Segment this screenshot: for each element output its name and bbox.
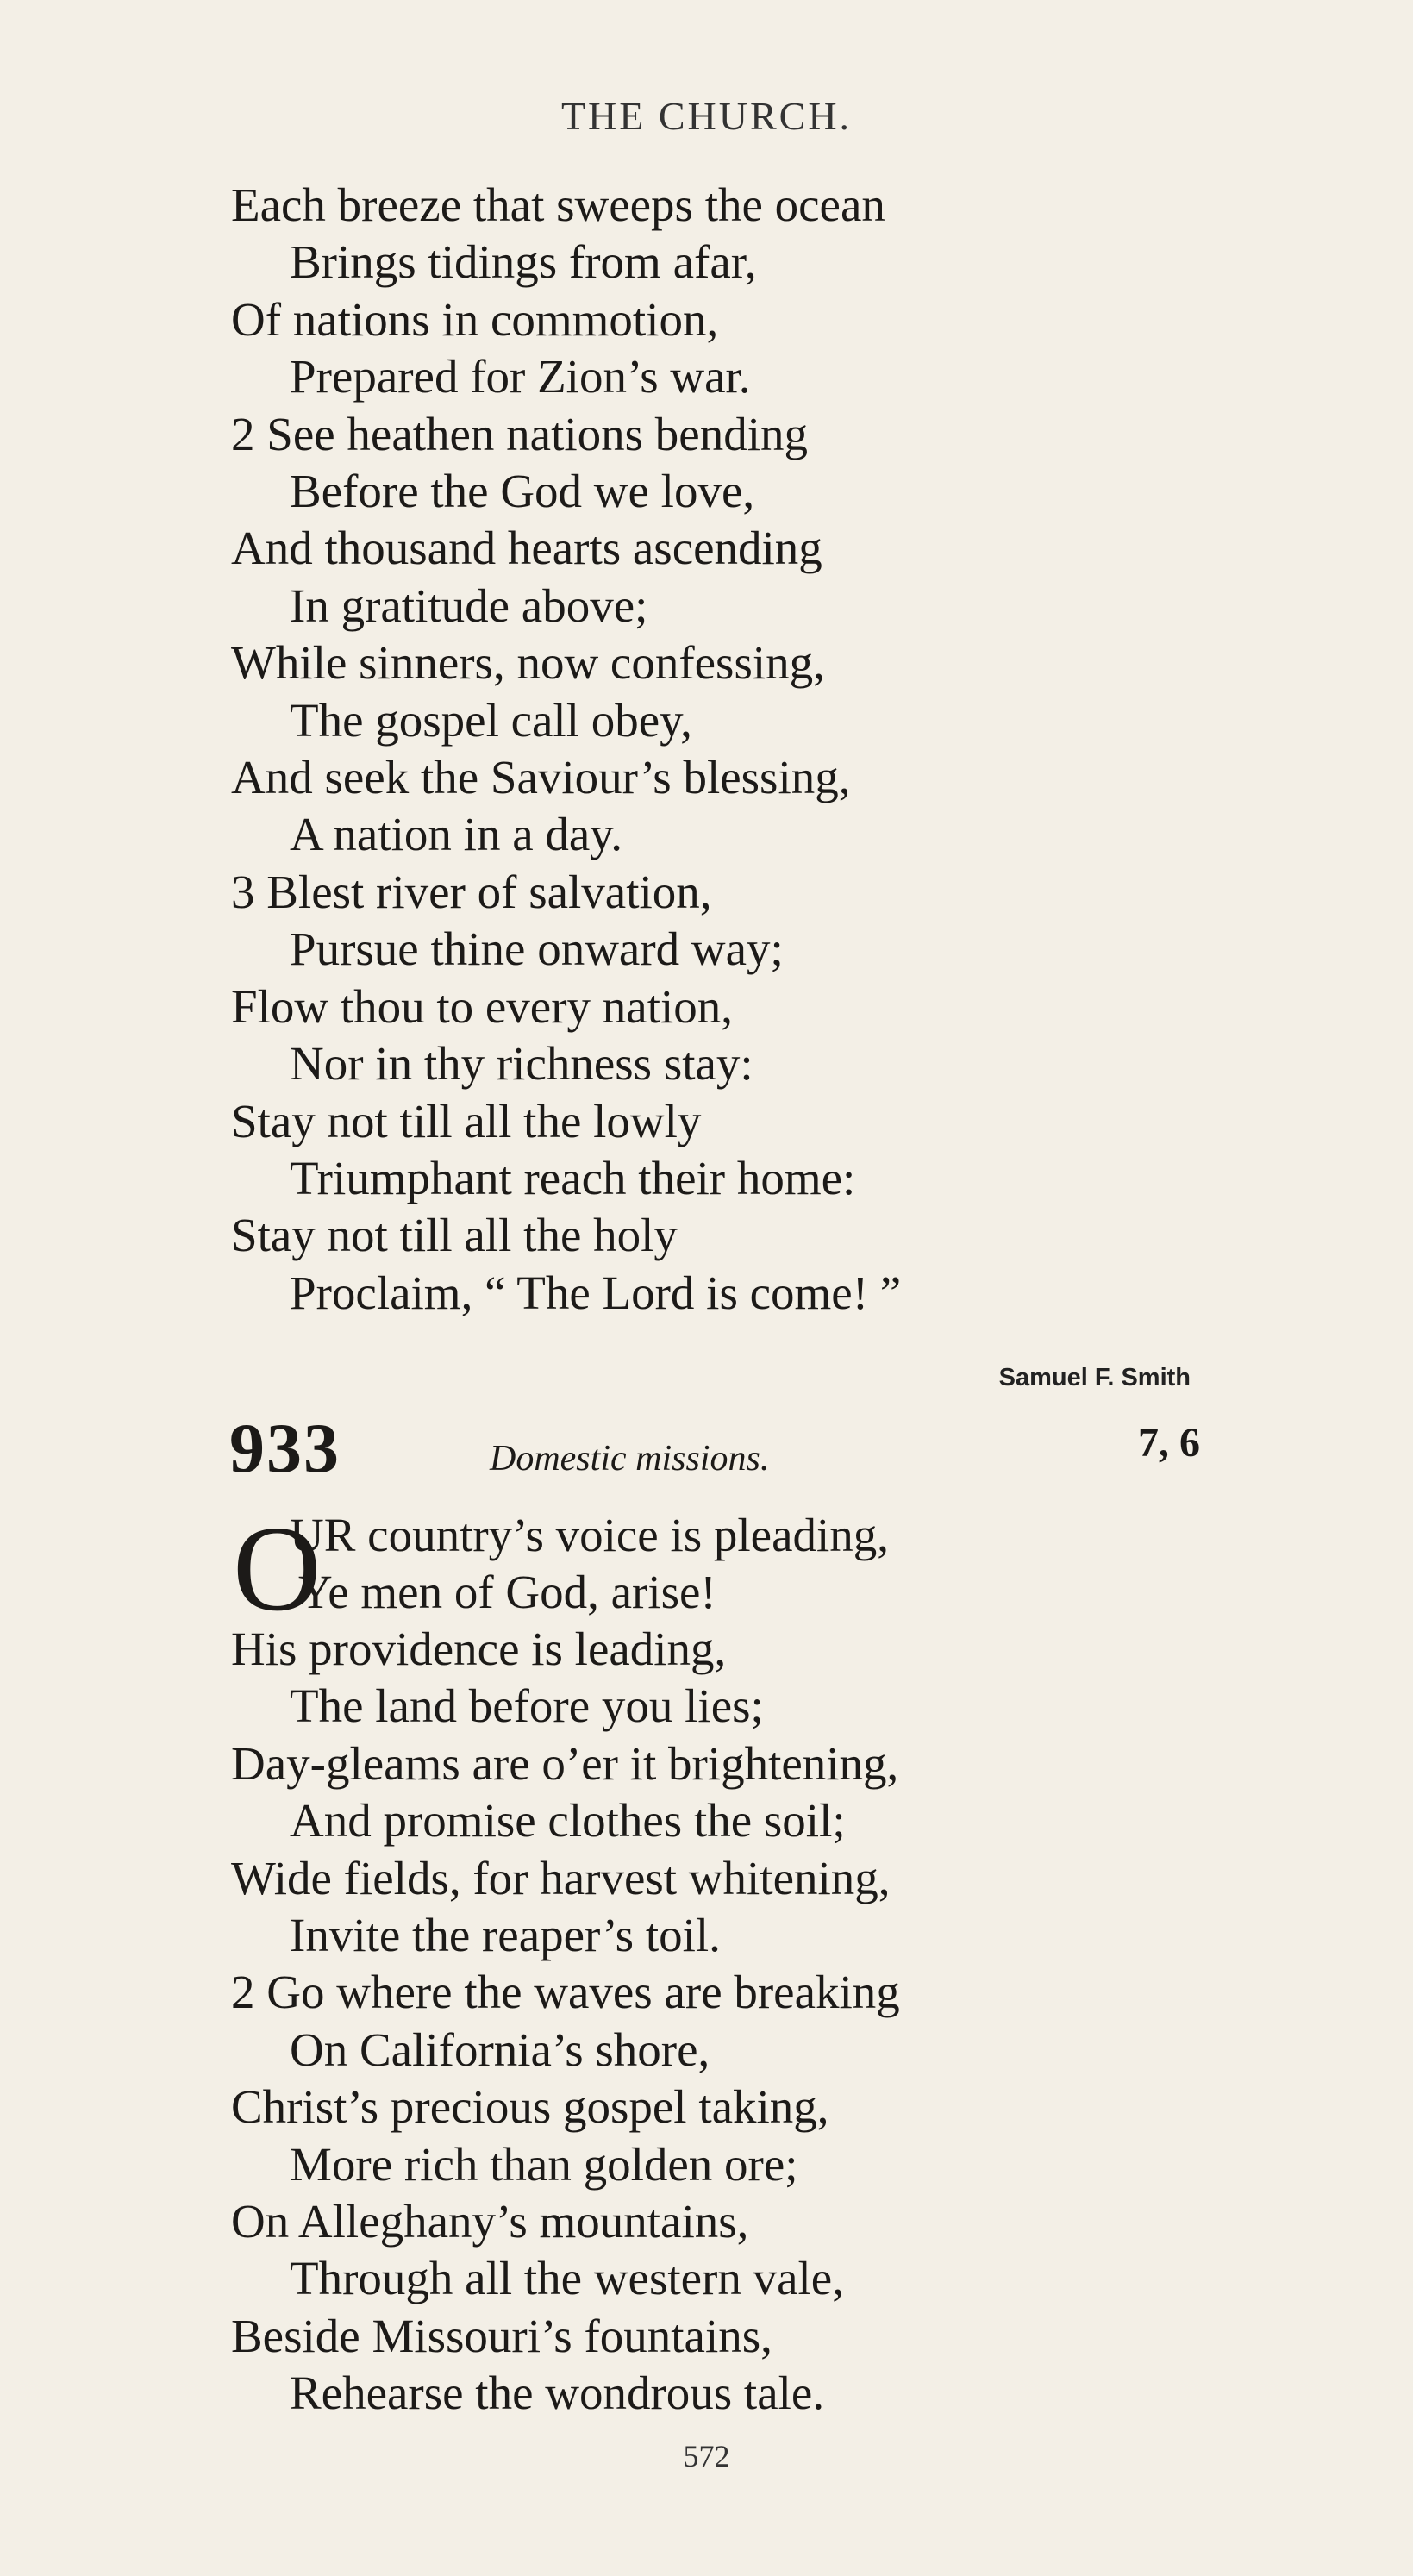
verse-line: Flow thou to every nation, — [231, 979, 734, 1033]
verse-line: Before the God we love, — [290, 465, 755, 518]
verse-line: Prepared for Zion’s war. — [290, 350, 751, 403]
running-head: THE CHURCH. — [560, 94, 853, 138]
verse-line: Rehearse the wondrous tale. — [290, 2367, 825, 2420]
verse-line: 2 See heathen nations bending — [231, 407, 808, 460]
hymn-meter: 7, 6 — [1138, 1420, 1200, 1466]
verse-line: Each breeze that sweeps the ocean — [231, 178, 885, 231]
verse-line: Of nations in commotion, — [231, 292, 719, 346]
verse-line: 3 Blest river of salvation, — [231, 865, 712, 918]
verse-line: On California’s shore, — [290, 2023, 710, 2076]
verse-line: The land before you lies; — [290, 1679, 764, 1733]
author-attribution: Samuel F. Smith — [998, 1364, 1191, 1391]
verse-line: Beside Missouri’s fountains, — [231, 2309, 772, 2362]
verse-line: More rich than golden ore; — [290, 2137, 798, 2191]
verse-line: Nor in thy richness stay: — [290, 1037, 753, 1091]
verse-line: Through all the western vale, — [290, 2252, 844, 2305]
verse-line: In gratitude above; — [290, 578, 648, 632]
verse-line: Invite the reaper’s toil. — [290, 1909, 721, 1962]
hymn-933-verses — [231, 1621, 1205, 2423]
verse-line: The gospel call obey, — [290, 693, 692, 747]
verse-line: And promise clothes the soil; — [290, 1794, 846, 1848]
verse-line: Pursue thine onward way; — [290, 922, 784, 976]
hymn-header — [229, 1409, 1200, 1487]
verse-line: 2 Go where the waves are breaking — [231, 1966, 900, 2019]
hymn-932-verses — [231, 177, 1205, 1322]
verse-line: Stay not till all the lowly — [231, 1094, 702, 1147]
verse-line: Proclaim, “ The Lord is come! ” — [290, 1266, 902, 1319]
verse-line: Christ’s precious gospel taking, — [231, 2080, 829, 2134]
hymn-title: Domestic missions. — [490, 1439, 770, 1479]
verse-line: Triumphant reach their home: — [290, 1151, 856, 1204]
verse-line: Wide fields, for harvest whitening, — [231, 1851, 891, 1904]
verse-line: On Alleghany’s mountains, — [231, 2195, 749, 2248]
second-line: Ye men of God, arise! — [298, 1566, 716, 1619]
verse-line: And thousand hearts ascending — [231, 522, 822, 575]
verse-line: Brings tidings from afar, — [290, 235, 757, 289]
verse-line: A nation in a day. — [290, 808, 622, 861]
hymn-number: 933 — [229, 1409, 341, 1487]
page-number: 572 — [683, 2439, 730, 2473]
verse-line: Stay not till all the holy — [231, 1209, 678, 1262]
verse-line: While sinners, now confessing, — [231, 636, 825, 690]
hymn-first-lines — [290, 1507, 889, 1622]
first-line: UR country’s voice is pleading, — [290, 1509, 890, 1561]
drop-cap: O — [233, 1500, 322, 1636]
verse-line: And seek the Saviour’s blessing, — [231, 751, 851, 804]
verse-line: His providence is leading, — [231, 1623, 727, 1675]
verse-line: Day-gleams are o’er it brightening, — [231, 1736, 899, 1790]
